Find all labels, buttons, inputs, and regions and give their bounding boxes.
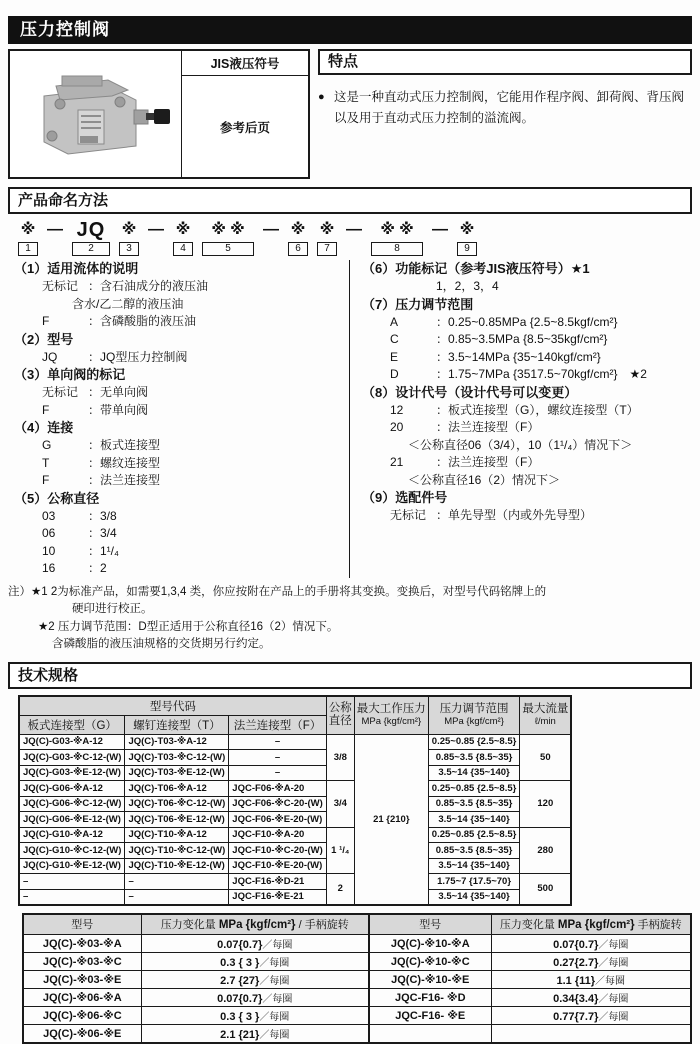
- naming-detail-columns: [8, 260, 692, 578]
- spec-cell-plate-model: JQ(C)-G10-※C-12-(W): [19, 843, 125, 859]
- spec-cell-thread-model: JQ(C)-T10-※C-12-(W): [125, 843, 229, 859]
- handle-value-suffix: ／每圈: [598, 958, 629, 969]
- handle-value-suffix: ／每圈: [262, 940, 293, 951]
- handle-table-right: [368, 913, 692, 1044]
- spec-row: [19, 734, 571, 750]
- naming-line: [14, 560, 349, 578]
- naming-item-title: （5）公称直径: [14, 490, 100, 506]
- handle-header-row: [23, 914, 369, 935]
- code-symbol: ※: [290, 221, 306, 238]
- handle-cell-value: [491, 1007, 691, 1025]
- naming-value: ＜公称直径06（3/4），10（1¹/₄）情况下＞: [408, 437, 633, 452]
- naming-value: ：含磷酸脂的液压油: [88, 314, 197, 328]
- naming-line: [14, 472, 349, 490]
- spec-header-max-flow: [520, 696, 572, 735]
- handle-cell-model: [369, 1025, 491, 1043]
- code-symbol: ※ ※: [380, 221, 414, 238]
- handle-row: [23, 1007, 369, 1025]
- naming-key: 16: [42, 561, 56, 575]
- spec-header-plate-type: 板式连接型（G）: [19, 715, 125, 734]
- naming-key: [390, 278, 436, 296]
- naming-key: F: [42, 473, 50, 487]
- spec-row: [19, 858, 571, 874]
- code-slot: [457, 220, 477, 256]
- jis-symbol-reference: 参考后页: [219, 120, 270, 135]
- spec-cell-plate-model: JQ(C)-G03-※C-12-(W): [19, 750, 125, 766]
- code-dash: —: [432, 221, 448, 238]
- spec-table: [18, 695, 572, 906]
- handle-cell-model: JQ(C)-※10-※E: [369, 971, 491, 989]
- handle-row: [369, 1007, 691, 1025]
- handle-row: [23, 935, 369, 953]
- spec-cell-flange-model: JQC-F10-※A-20: [229, 827, 327, 843]
- handle-cell-value: [141, 953, 369, 971]
- handle-row: [369, 953, 691, 971]
- code-slot: [18, 220, 38, 256]
- handle-cell-value: [491, 935, 691, 953]
- spec-row: [19, 827, 571, 843]
- naming-line: [362, 278, 692, 296]
- jis-symbol-label: JIS液压符号: [182, 51, 308, 76]
- note-line: 注）★1 2为标准产品，如需要1,3,4 类，你应按附在产品上的手册将其变换。变换后，对型号代码铭牌上的: [8, 585, 547, 598]
- naming-line: [14, 313, 349, 331]
- naming-key: C: [390, 332, 399, 346]
- code-dash: —: [346, 221, 362, 238]
- naming-value: ：无单向阀: [88, 385, 149, 399]
- spec-row: [19, 812, 571, 828]
- naming-line: [14, 296, 349, 314]
- code-slot: [371, 220, 423, 256]
- code-slot: [119, 220, 139, 256]
- spec-row: [19, 781, 571, 797]
- handle-cell-model: JQ(C)-※06-※A: [23, 989, 141, 1007]
- code-position-box: 7: [317, 242, 337, 256]
- spec-cell-adjust-range: 0.25~0.85 {2.5~8.5}: [428, 781, 520, 797]
- naming-item-title: （1）适用流体的说明: [14, 261, 139, 276]
- feature-bullet: [318, 87, 690, 128]
- handle-header-model: 型号: [23, 914, 141, 935]
- spec-cell-flange-model: JQC-F16-※D-21: [229, 874, 327, 890]
- handle-value: 0.77{7.7}: [553, 1011, 599, 1023]
- spec-cell-thread-model: JQ(C)-T06-※A-12: [125, 781, 229, 797]
- naming-key: 无标记: [42, 279, 79, 293]
- naming-line: [362, 402, 692, 420]
- code-symbol: ※: [121, 221, 137, 238]
- handle-cell-model: JQ(C)-※10-※A: [369, 935, 491, 953]
- code-slot: [317, 220, 337, 256]
- spec-header-flange-type: 法兰连接型（F）: [229, 715, 327, 734]
- note-line: ★2 压力调节范围：D型正适用于公称直径16（2）情况下。: [38, 620, 339, 633]
- code-symbol: ※: [20, 221, 36, 238]
- naming-key: 06: [42, 526, 56, 540]
- naming-value: ：JQ型压力控制阀: [88, 349, 188, 364]
- code-position-box: 3: [119, 242, 139, 256]
- naming-line: [14, 278, 349, 296]
- naming-key: 12: [390, 402, 404, 417]
- spec-row: [19, 889, 571, 905]
- spec-cell-thread-model: JQ(C)-T06-※E-12-(W): [125, 812, 229, 828]
- handle-cell-value: [491, 971, 691, 989]
- jis-symbol-column: [182, 51, 308, 177]
- spec-table-body: [19, 734, 571, 905]
- handle-value: 2.7 {27}: [220, 975, 260, 987]
- spec-header-adjust-range-unit: MPa {kgf/cm²}: [444, 716, 504, 727]
- naming-value: ：板式连接型: [88, 438, 161, 452]
- handle-cell-model: JQ(C)-※03-※C: [23, 953, 141, 971]
- spec-cell-adjust-range: 0.25~0.85 {2.5~8.5}: [428, 827, 520, 843]
- naming-item-title: （9）选配件号: [362, 490, 448, 505]
- bullet-icon: ●: [318, 91, 325, 103]
- naming-line: [14, 437, 349, 455]
- naming-line: [362, 507, 692, 525]
- spec-cell-adjust-range: 0.85~3.5 {8.5~35}: [428, 750, 520, 766]
- code-slot: [263, 220, 279, 256]
- code-position-box: 4: [173, 242, 193, 256]
- handle-cell-model: JQC-F16- ※D: [369, 989, 491, 1007]
- spec-cell-flange-model: JQC-F10-※C-20-(W): [229, 843, 327, 859]
- handle-value: 0.07{0.7}: [553, 939, 599, 951]
- naming-value: ：3/4: [88, 526, 117, 540]
- code-dash: —: [148, 221, 164, 238]
- naming-value: ：含石油成分的液压油: [88, 279, 209, 293]
- spec-row: [19, 796, 571, 812]
- handle-cell-value: [491, 953, 691, 971]
- handle-table-left: [22, 913, 370, 1044]
- naming-key: G: [42, 438, 52, 452]
- handle-value-suffix: ／每圈: [259, 1012, 290, 1023]
- naming-key: F: [42, 402, 50, 417]
- naming-key: T: [42, 455, 50, 470]
- naming-line: [14, 508, 349, 526]
- naming-value: 1，2，3，4: [436, 279, 499, 293]
- handle-row: [23, 971, 369, 989]
- spec-header-diameter: [326, 696, 354, 735]
- spec-cell-adjust-range: 3.5~14 {35~140}: [428, 858, 520, 874]
- spec-header-row-1: [19, 696, 571, 716]
- spec-cell-adjust-range: 0.85~3.5 {8.5~35}: [428, 843, 520, 859]
- naming-value: 含水/乙二醇的液压油: [60, 296, 184, 311]
- code-position-box: 8: [371, 242, 423, 256]
- naming-line: [362, 366, 692, 384]
- handle-value-suffix: ／每圈: [598, 1012, 629, 1023]
- handle-header-post: / 手柄旋转: [295, 919, 349, 932]
- note-line: 含磷酸脂的液压油规格的交货期另行约定。: [52, 638, 271, 650]
- handle-row: [23, 1025, 369, 1043]
- handle-header-model: 型号: [369, 914, 491, 935]
- handle-value: 0.07{0.7}: [217, 993, 263, 1005]
- naming-key: 20: [390, 420, 404, 434]
- spec-cell-plate-model: JQ(C)-G06-※A-12: [19, 781, 125, 797]
- handle-row: [23, 989, 369, 1007]
- spec-header-diameter-line1: 公称: [328, 702, 352, 714]
- naming-section-title: 产品命名方法: [8, 187, 692, 214]
- code-position-box: 6: [288, 242, 308, 256]
- naming-item-title: （6）功能标记（参考JIS液压符号）★1: [362, 261, 590, 276]
- code-position-box: 5: [202, 242, 254, 256]
- feature-text: 这是一种直动式压力控制阀，它能用作程序阀、卸荷阀、背压阀以及用于直动式压力控制的溢流阀。: [334, 90, 685, 125]
- naming-line: [362, 349, 692, 367]
- spec-cell-plate-model: JQ(C)-G03-※E-12-(W): [19, 765, 125, 781]
- code-slot: [288, 220, 308, 256]
- handle-cell-value: [141, 971, 369, 989]
- code-symbol: JQ: [76, 219, 106, 241]
- handle-header-value: [491, 914, 691, 935]
- code-dash: —: [263, 221, 279, 238]
- spec-cell-adjust-range: 0.25~0.85 {2.5~8.5}: [428, 734, 520, 750]
- naming-key: 无标记: [42, 385, 79, 399]
- naming-key: E: [390, 349, 399, 364]
- naming-item-title: （8）设计代号（设计代号可以变更）: [362, 384, 578, 400]
- handle-header-post: 手柄旋转: [634, 919, 682, 932]
- code-slot: [148, 220, 164, 256]
- naming-item-title: （4）连接: [14, 420, 74, 435]
- naming-key: F: [42, 314, 50, 328]
- spec-row: [19, 874, 571, 890]
- handle-value: 0.34{3.4}: [553, 993, 599, 1005]
- handle-value: 0.27{2.7}: [553, 957, 599, 969]
- note-line: 硬印进行校正。: [72, 603, 153, 615]
- spec-table-header: [19, 696, 571, 735]
- handle-value-suffix: ／每圈: [595, 976, 626, 987]
- spec-cell-thread-model: JQ(C)-T10-※E-12-(W): [125, 858, 229, 874]
- naming-key: D: [390, 367, 399, 381]
- code-dash: —: [47, 221, 63, 238]
- handle-cell-value: [141, 935, 369, 953]
- handle-cell-model: JQ(C)-※06-※C: [23, 1007, 141, 1025]
- handle-value: 2.1 {21}: [220, 1028, 260, 1041]
- handle-value-suffix: ／每圈: [262, 994, 293, 1005]
- spec-cell-adjust-range: 1.75~7 {17.5~70}: [428, 874, 520, 890]
- handle-cell-model: JQ(C)-※10-※C: [369, 953, 491, 971]
- handle-value-suffix: ／每圈: [259, 958, 290, 969]
- handle-cell-model: JQ(C)-※03-※A: [23, 935, 141, 953]
- code-slot: [346, 220, 362, 256]
- spec-cell-thread-model: JQ(C)-T10-※A-12: [125, 827, 229, 843]
- naming-value: ：板式连接型（G），螺纹连接型（T）: [436, 402, 639, 417]
- handle-cell-model: JQ(C)-※06-※E: [23, 1025, 141, 1043]
- handle-header-unit: MPa {kgf/cm²}: [557, 919, 635, 932]
- spec-cell-plate-model: JQ(C)-G10-※A-12: [19, 827, 125, 843]
- code-symbol: ※: [319, 221, 335, 238]
- spec-cell-plate-model: –: [19, 874, 125, 890]
- model-code-line: [18, 220, 692, 256]
- code-symbol: ※: [175, 221, 191, 238]
- spec-cell-thread-model: JQ(C)-T06-※C-12-(W): [125, 796, 229, 812]
- spec-cell-adjust-range: 3.5~14 {35~140}: [428, 889, 520, 905]
- naming-value: ：2: [88, 561, 107, 575]
- naming-key: 10: [42, 543, 56, 558]
- naming-value: ：带单向阀: [88, 402, 149, 417]
- spec-header-max-pressure-unit: MPa {kgf/cm²}: [361, 716, 422, 727]
- code-slot: [173, 220, 193, 256]
- product-photo-table: [8, 49, 310, 179]
- naming-line: [14, 543, 349, 561]
- naming-value: ：单先导型（内或外先导型）: [436, 508, 593, 522]
- spec-cell-thread-model: –: [125, 889, 229, 905]
- naming-item-title: （3）单向阀的标记: [14, 367, 126, 382]
- naming-value: ：0.85~3.5MPa {8.5~35kgf/cm²}: [436, 332, 608, 346]
- spec-cell-thread-model: –: [125, 874, 229, 890]
- handle-value: 1.1 {11}: [556, 975, 596, 987]
- handle-value-suffix: ／每圈: [259, 1029, 290, 1041]
- naming-value: ：3/8: [88, 508, 117, 523]
- spec-cell-flange-model: –: [229, 734, 327, 750]
- handle-cell-value: [141, 989, 369, 1007]
- code-slot: [72, 220, 110, 256]
- handle-header-value: [141, 914, 369, 935]
- features-title: 特点: [318, 49, 692, 75]
- spec-header-max-flow-label: 最大流量: [522, 703, 569, 715]
- code-slot: [47, 220, 63, 256]
- spec-header-max-pressure: [354, 696, 428, 735]
- naming-notes: [8, 584, 692, 654]
- spec-cell-adjust-range: 3.5~14 {35~140}: [428, 765, 520, 781]
- naming-left-column: [8, 260, 350, 578]
- naming-key: 无标记: [390, 508, 427, 522]
- spec-cell-diameter: 3/4: [326, 781, 354, 828]
- code-symbol: ※ ※: [211, 221, 245, 238]
- spec-header-adjust-range-label: 压力调节范围: [439, 703, 509, 715]
- handle-cell-model: JQC-F16- ※E: [369, 1007, 491, 1025]
- handle-header-unit: MPa {kgf/cm²}: [218, 919, 296, 932]
- naming-key: A: [390, 314, 399, 329]
- naming-value: ：法兰连接型（F）: [436, 420, 540, 434]
- handle-row: [369, 989, 691, 1007]
- naming-right-column: [350, 260, 692, 578]
- spec-cell-flange-model: JQC-F06-※A-20: [229, 781, 327, 797]
- spec-cell-thread-model: JQ(C)-T03-※E-12-(W): [125, 765, 229, 781]
- handle-value-suffix: ／每圈: [598, 994, 629, 1005]
- naming-value: ＜公称直径16（2）情况下＞: [408, 472, 561, 487]
- naming-line: [14, 384, 349, 402]
- spec-cell-max-flow: 120: [520, 781, 572, 828]
- naming-value: ：3.5~14MPa {35~140kgf/cm²}: [436, 349, 601, 364]
- valve-photo-icon: [16, 58, 176, 170]
- handle-cell-value: [141, 1007, 369, 1025]
- spec-header-diameter-line2: 直径: [328, 715, 352, 727]
- spec-cell-max-pressure: 21 {210}: [354, 734, 428, 905]
- features-list: [318, 87, 692, 128]
- spec-cell-thread-model: JQ(C)-T03-※C-12-(W): [125, 750, 229, 766]
- naming-line: [362, 419, 692, 437]
- naming-key: JQ: [42, 349, 58, 364]
- naming-value: ：0.25~0.85MPa {2.5~8.5kgf/cm²}: [436, 314, 618, 329]
- spec-cell-flange-model: JQC-F10-※E-20-(W): [229, 858, 327, 874]
- handle-header-pre: 压力变化量: [499, 919, 558, 932]
- naming-value: ：法兰连接型（F）: [436, 455, 540, 469]
- spec-cell-flange-model: –: [229, 750, 327, 766]
- naming-line: [362, 454, 692, 472]
- spec-header-adjust-range: [428, 696, 520, 735]
- specs-section-title: 技术规格: [8, 662, 692, 689]
- handle-rotation-tables: [22, 913, 692, 1044]
- spec-header-max-pressure-label: 最大工作压力: [356, 703, 426, 715]
- spec-cell-flange-model: JQC-F06-※E-20-(W): [229, 812, 327, 828]
- code-position-box: 1: [18, 242, 38, 256]
- naming-line: [14, 402, 349, 420]
- spec-cell-adjust-range: 0.85~3.5 {8.5~35}: [428, 796, 520, 812]
- naming-value: ：1.75~7MPa {3517.5~70kgf/cm²} ★2: [436, 367, 647, 381]
- spec-header-max-flow-unit: ℓ/min: [534, 716, 556, 727]
- handle-value: 0.3 { 3 }: [220, 957, 260, 969]
- spec-cell-plate-model: JQ(C)-G10-※E-12-(W): [19, 858, 125, 874]
- naming-item-title: （2）型号: [14, 331, 74, 347]
- naming-value: ：螺纹连接型: [88, 455, 161, 470]
- handle-value-suffix: ／每圈: [259, 976, 290, 987]
- spec-row: [19, 765, 571, 781]
- spec-row: [19, 843, 571, 859]
- naming-line: [362, 331, 692, 349]
- spec-cell-adjust-range: 3.5~14 {35~140}: [428, 812, 520, 828]
- spec-cell-plate-model: JQ(C)-G06-※E-12-(W): [19, 812, 125, 828]
- spec-cell-plate-model: –: [19, 889, 125, 905]
- spec-cell-plate-model: JQ(C)-G06-※C-12-(W): [19, 796, 125, 812]
- overview-section: [8, 49, 692, 179]
- spec-header-model-code: 型号代码: [19, 696, 326, 716]
- handle-header-pre: 压力变化量: [160, 919, 219, 932]
- handle-value: 0.3 { 3 }: [220, 1011, 260, 1023]
- handle-cell-value: [491, 1025, 691, 1043]
- code-position-box: 2: [72, 242, 110, 256]
- spec-cell-diameter: 1 ¹/₄: [326, 827, 354, 874]
- handle-row: [369, 1025, 691, 1043]
- handle-value: 0.07{0.7}: [217, 939, 263, 951]
- naming-line: [14, 455, 349, 473]
- naming-value: ：1¹/₄: [88, 543, 119, 558]
- code-position-box: 9: [457, 242, 477, 256]
- handle-row: [369, 935, 691, 953]
- spec-header-thread-type: 螺钉连接型（T）: [125, 715, 229, 734]
- code-symbol: ※: [459, 221, 475, 238]
- handle-row: [369, 971, 691, 989]
- spec-cell-diameter: 3/8: [326, 734, 354, 781]
- handle-cell-value: [141, 1025, 369, 1043]
- handle-header-row: [369, 914, 691, 935]
- naming-line: [362, 437, 692, 455]
- product-photo-cell: [10, 51, 182, 177]
- features-section: [318, 49, 692, 179]
- code-slot: [202, 220, 254, 256]
- spec-cell-max-flow: 500: [520, 874, 572, 905]
- handle-value-suffix: ／每圈: [598, 940, 629, 951]
- spec-cell-max-flow: 50: [520, 734, 572, 781]
- spec-cell-flange-model: JQC-F06-※C-20-(W): [229, 796, 327, 812]
- spec-cell-max-flow: 280: [520, 827, 572, 874]
- naming-key: 21: [390, 455, 404, 469]
- naming-item-title: （7）压力调节范围: [362, 296, 474, 312]
- naming-line: [14, 349, 349, 367]
- code-slot: [432, 220, 448, 256]
- naming-key: 03: [42, 508, 56, 523]
- naming-line: [362, 472, 692, 490]
- spec-cell-flange-model: –: [229, 765, 327, 781]
- spec-cell-flange-model: JQC-F16-※E-21: [229, 889, 327, 905]
- handle-row: [23, 953, 369, 971]
- page-title: 压力控制阀: [8, 16, 692, 44]
- spec-cell-thread-model: JQ(C)-T03-※A-12: [125, 734, 229, 750]
- spec-cell-plate-model: JQ(C)-G03-※A-12: [19, 734, 125, 750]
- naming-value: ：法兰连接型: [88, 473, 161, 487]
- naming-line: [14, 525, 349, 543]
- naming-line: [362, 314, 692, 332]
- spec-cell-diameter: 2: [326, 874, 354, 905]
- spec-row: [19, 750, 571, 766]
- handle-cell-value: [491, 989, 691, 1007]
- handle-cell-model: JQ(C)-※03-※E: [23, 971, 141, 989]
